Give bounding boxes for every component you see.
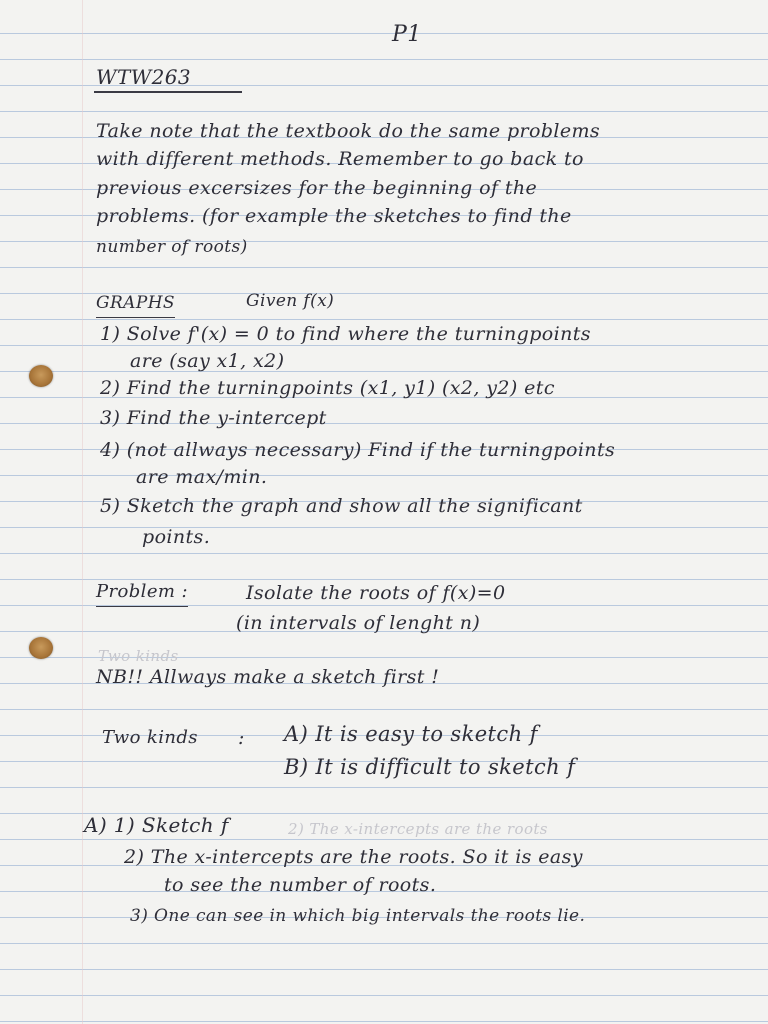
note-line: number of roots)	[96, 237, 248, 257]
margin-line	[82, 0, 83, 1024]
graph-step: 1) Solve f'(x) = 0 to find where the turningpoints	[100, 323, 591, 345]
graph-step: 4) (not allways necessary) Find if the turningpoints	[100, 439, 616, 461]
problem-statement-continued: (in intervals of lenght n)	[236, 612, 481, 634]
kind-b: B) It is difficult to sketch f	[284, 755, 576, 779]
graph-step-continued: are max/min.	[136, 466, 268, 488]
graph-step: 2) Find the turningpoints (x1, y1) (x2, y2) etc	[100, 377, 555, 399]
punch-hole	[29, 637, 53, 659]
graph-step: 3) Find the y-intercept	[100, 407, 327, 429]
section-a-step-continued: to see the number of roots.	[164, 874, 437, 896]
kinds-label: Two kinds	[102, 727, 198, 748]
problem-statement: Isolate the roots of f(x)=0	[246, 582, 506, 604]
course-title: WTW263	[96, 65, 192, 89]
problem-label: Problem :	[96, 579, 188, 607]
note-line: Take note that the textbook do the same problems	[96, 120, 601, 142]
kind-a: A) It is easy to sketch f	[284, 722, 538, 746]
page-number: P1	[392, 22, 422, 47]
kinds-colon: :	[238, 727, 245, 749]
note-line: with different methods. Remember to go back to	[96, 148, 584, 170]
note-line: problems. (for example the sketches to find the	[96, 205, 572, 227]
faint-erased-text: Two kinds	[98, 647, 179, 665]
graphs-heading: GRAPHS	[96, 290, 175, 318]
graph-step-continued: points.	[142, 526, 211, 548]
title-underline	[94, 91, 242, 93]
section-a-step: 2) The x-intercepts are the roots. So it is easy	[124, 846, 583, 868]
punch-hole	[29, 365, 53, 387]
section-a-step: A) 1) Sketch f	[84, 813, 229, 837]
graph-step: 5) Sketch the graph and show all the significant	[100, 495, 583, 517]
given-function: Given f(x)	[246, 291, 335, 311]
section-a-step: 3) One can see in which big intervals the roots lie.	[130, 906, 586, 926]
graph-step-continued: are (say x1, x2)	[130, 350, 285, 372]
nb-note: NB!! Allways make a sketch first !	[96, 666, 440, 688]
faint-erased-text: 2) The x-intercepts are the roots	[288, 820, 548, 838]
note-line: previous excersizes for the beginning of the	[96, 177, 538, 199]
